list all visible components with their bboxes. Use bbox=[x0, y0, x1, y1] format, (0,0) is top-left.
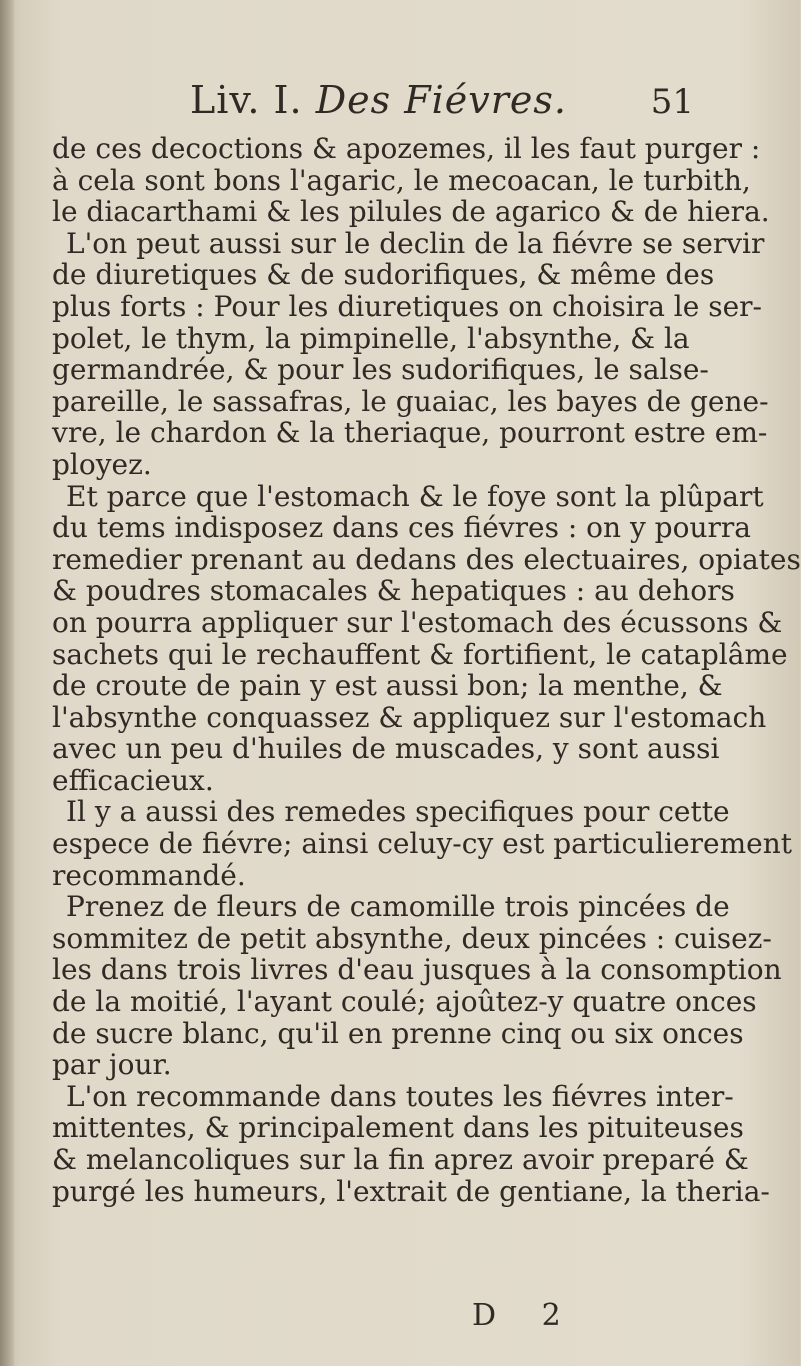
page-number: 51 bbox=[650, 82, 694, 122]
text-line: recommandé. bbox=[52, 858, 246, 892]
text-line: efficacieux. bbox=[52, 763, 214, 797]
text-line: mittentes, & principalement dans les pituiteuses bbox=[52, 1111, 744, 1145]
text-line: sommitez de petit absynthe, deux pincées : cuisez- bbox=[52, 921, 772, 955]
running-head-chapter: Des Fiévres. bbox=[315, 78, 567, 122]
page-header bbox=[60, 76, 700, 132]
text-line: par jour. bbox=[52, 1048, 172, 1082]
text-line: pareille, le sassafras, le guaiac, les bayes de gene- bbox=[52, 384, 769, 418]
signature-mark: D 2 bbox=[472, 1298, 579, 1333]
page-footer bbox=[472, 1298, 592, 1338]
text-line: remedier prenant au dedans des electuaires, opiates bbox=[52, 542, 801, 576]
text-line: L'on recommande dans toutes les fiévres inter- bbox=[66, 1079, 734, 1113]
text-line: de diuretiques & de sudorifiques, & même des bbox=[52, 258, 715, 292]
text-line: les dans trois livres d'eau jusques à la consomption bbox=[52, 953, 782, 987]
text-line: Prenez de fleurs de camomille trois pincées de bbox=[66, 890, 730, 924]
text-line: Il y a aussi des remedes specifiques pour cette bbox=[66, 795, 730, 829]
text-line: espece de fiévre; ainsi celuy-cy est particulierement bbox=[52, 827, 793, 861]
text-line: purgé les humeurs, l'extrait de gentiane, la theria- bbox=[52, 1174, 770, 1208]
text-line: ployez. bbox=[52, 447, 152, 481]
text-line: sachets qui le rechauffent & fortifient, le cataplâme bbox=[52, 637, 788, 671]
text-line: de la moitié, l'ayant coulé; ajoûtez-y quatre onces bbox=[52, 985, 757, 1019]
book-spine-shadow bbox=[0, 0, 14, 1366]
text-line: & melancoliques sur la fin aprez avoir preparé & bbox=[52, 1143, 749, 1176]
text-line: vre, le chardon & la theriaque, pourront estre em- bbox=[52, 416, 768, 450]
text-line: plus forts : Pour les diuretiques on choisira le ser- bbox=[52, 289, 763, 323]
body-text bbox=[52, 132, 801, 1208]
text-line: de sucre blanc, qu'il en prenne cinq ou six onces bbox=[52, 1016, 744, 1050]
text-line: l'absynthe conquassez & appliquez sur l'estomach bbox=[52, 700, 767, 734]
text-line: polet, le thym, la pimpinelle, l'absynthe, & la bbox=[52, 321, 690, 355]
text-line: le diacarthami & les pilules de agarico & de hiera. bbox=[52, 195, 770, 229]
text-line: du tems indisposez dans ces fiévres : on y pourra bbox=[52, 511, 751, 545]
running-head-book: Liv. I. bbox=[190, 78, 303, 122]
text-line: de croute de pain y est aussi bon; la menthe, & bbox=[52, 669, 723, 703]
text-line: avec un peu d'huiles de muscades, y sont aussi bbox=[52, 732, 720, 766]
text-line: L'on peut aussi sur le declin de la fiévre se servir bbox=[66, 226, 765, 260]
text-line: Et parce que l'estomach & le foye sont la plûpart bbox=[66, 479, 764, 513]
text-line: & poudres stomacales & hepatiques : au dehors bbox=[52, 574, 735, 608]
text-line: de ces decoctions & apozemes, il les faut purger : bbox=[52, 132, 761, 165]
text-line: à cela sont bons l'agaric, le mecoacan, le turbith, bbox=[52, 163, 751, 197]
text-line: on pourra appliquer sur l'estomach des écussons & bbox=[52, 605, 783, 639]
running-head bbox=[190, 78, 567, 122]
text-line: germandrée, & pour les sudorifiques, le salse- bbox=[52, 353, 709, 387]
